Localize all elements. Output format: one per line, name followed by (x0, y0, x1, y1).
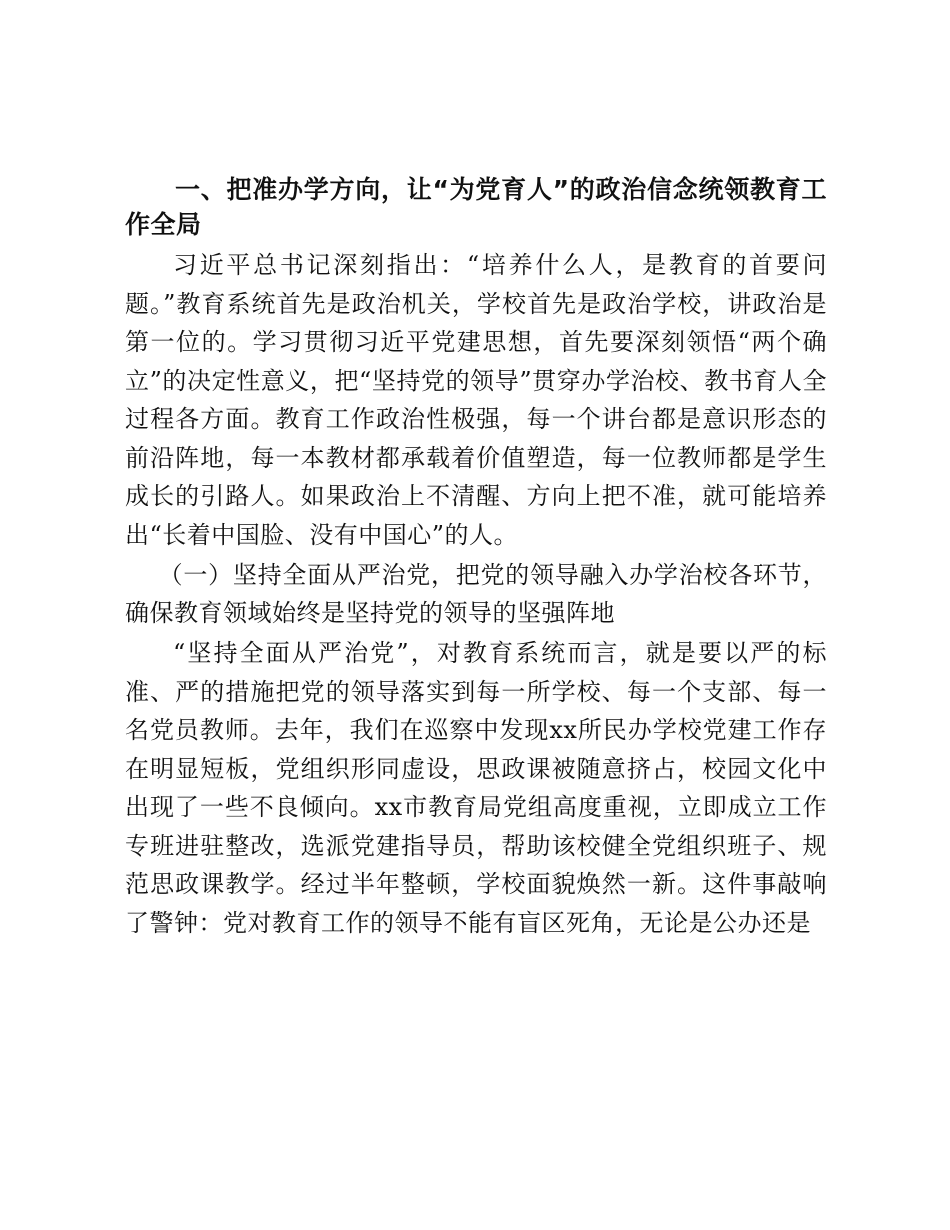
section-heading: 一、把准办学方向，让“为党育人”的政治信念统领教育工作全局 (125, 175, 827, 239)
body-paragraph: 习近平总书记深刻指出：“培养什么人，是教育的首要问题。”教育系统首先是政治机关，学校首先是政治学校，讲政治是第一位的。学习贯彻习近平党建思想，首先要深刻领悟“两个确立”的决定性意义，把“坚持党的领导”贯穿办学治校、教书育人全过程各方面。教育工作政治性极强，每一个讲台都是意识形态的前沿阵地，每一本教材都承载着价值塑造，每一位教师都是学生成长的引路人。如果政治上不清醒、方向上把不准，就可能培养出“长着中国脸、没有中国心”的人。 (125, 251, 827, 549)
body-paragraph: “坚持全面从严治党”，对教育系统而言，就是要以严的标准、严的措施把党的领导落实到每一所学校、每一个支部、每一名党员教师。去年，我们在巡察中发现xx所民办学校党建工作存在明显短板，党组织形同虚设，思政课被随意挤占，校园文化中出现了一些不良倾向。xx市教育局党组高度重视，立即成立工作专班进驻整改，选派党建指导员，帮助该校健全党组织班子、规范思政课教学。经过半年整顿，学校面貌焕然一新。这件事敲响了警钟：党对教育工作的领导不能有盲区死角，无论是公办还是 (125, 639, 827, 937)
subsection-heading: （一）坚持全面从严治党，把党的领导融入办学治校各环节，确保教育领域始终是坚持党的领导的坚强阵地 (125, 561, 827, 627)
document-page (125, 172, 827, 942)
